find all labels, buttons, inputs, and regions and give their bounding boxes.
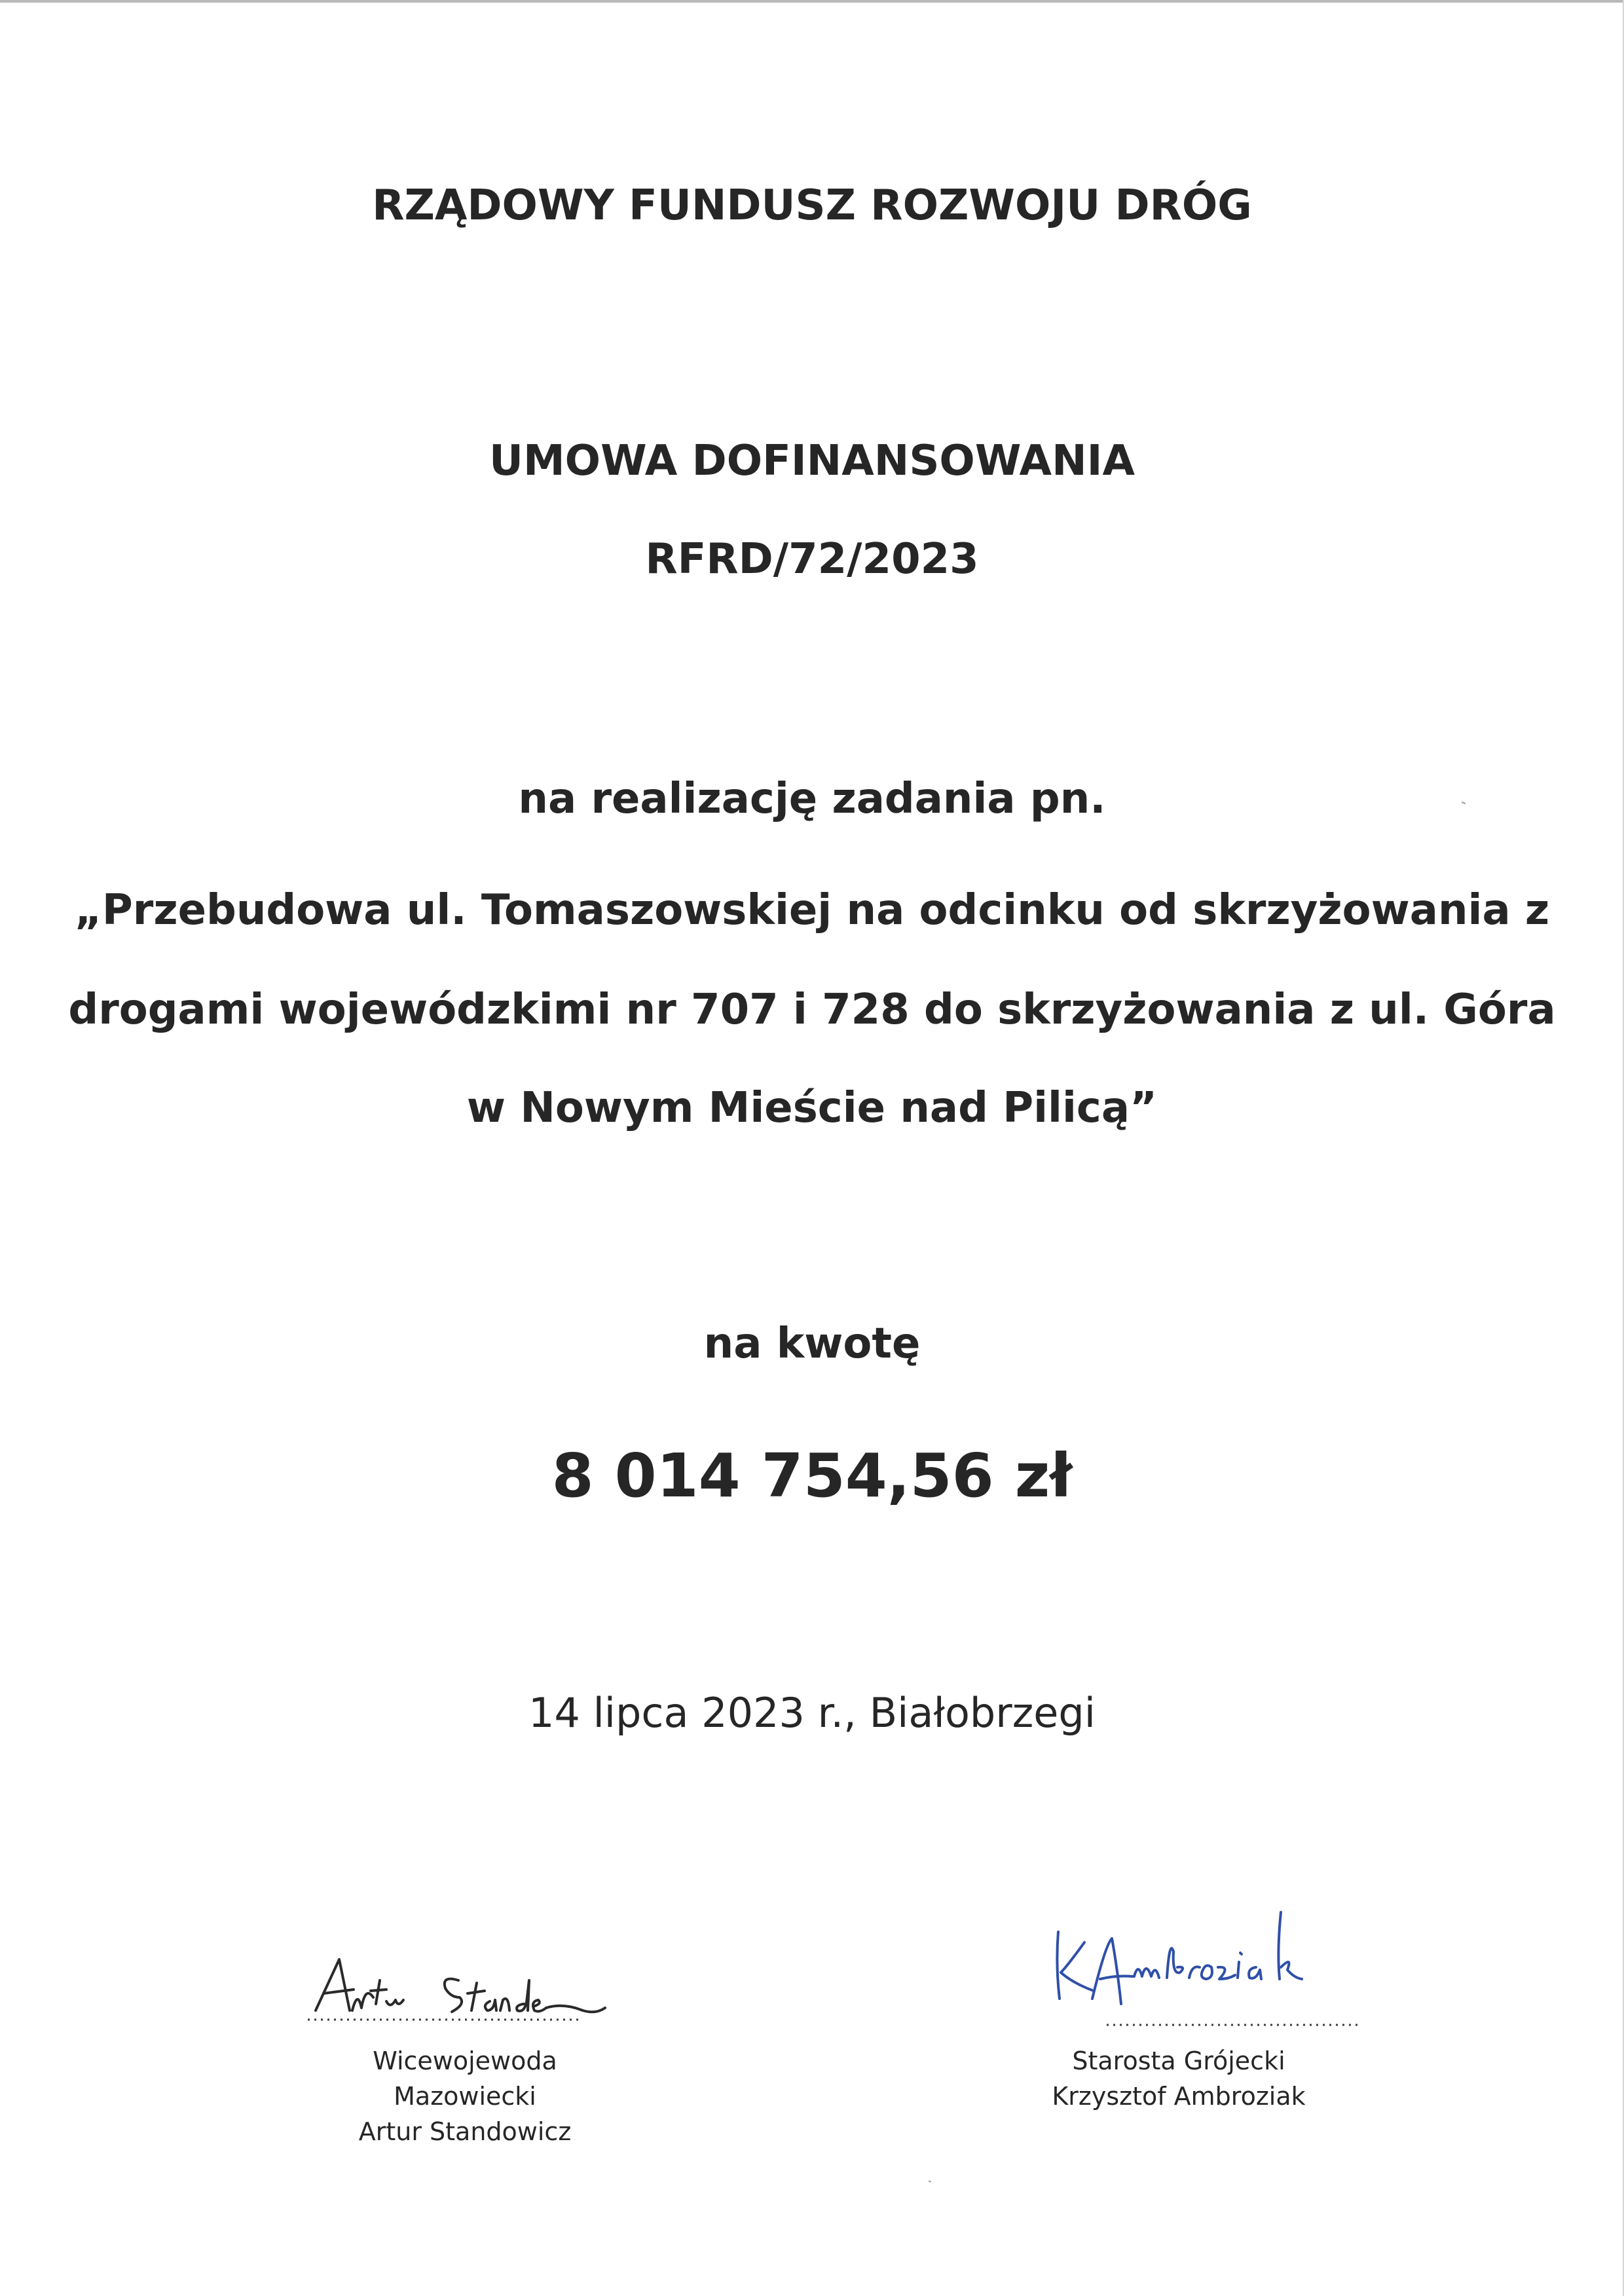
signatory-right-title: Starosta Grójecki [1072, 2046, 1285, 2075]
contract-title: UMOWA DOFINANSOWANIA [489, 437, 1135, 485]
task-name-line: w Nowym Mieście nad Pilicą” [466, 1084, 1158, 1132]
signatory-left-title-line: Mazowiecki [394, 2082, 536, 2111]
signatory-right-name: Krzysztof Ambroziak [1052, 2082, 1306, 2111]
scan-top-edge [0, 0, 1624, 3]
amount-intro: na kwotę [703, 1320, 921, 1368]
scan-speck [929, 2180, 931, 2182]
task-name-line: drogami wojewódzkimi nr 707 i 728 do skrzyżowania z ul. Góra [68, 986, 1556, 1034]
signatory-left-name: Artur Standowicz [358, 2117, 572, 2146]
signature-block-right [917, 1827, 1441, 2114]
fund-name: RZĄDOWY FUNDUSZ ROZWOJU DRÓG [372, 181, 1252, 230]
task-intro: na realizację zadania pn. [518, 775, 1106, 823]
contract-number: RFRD/72/2023 [645, 535, 979, 583]
handwritten-signature-right [995, 1827, 1362, 2043]
signatory-left-title-line: Wicewojewoda [373, 2046, 557, 2075]
handwritten-signature-left [282, 1912, 648, 2043]
amount-value: 8 014 754,56 zł [551, 1441, 1073, 1511]
signature-block-left [203, 1912, 727, 2149]
task-name-line: „Przebudowa ul. Tomaszowskiej na odcinku od skrzyżowania z [74, 886, 1550, 935]
date-place: 14 lipca 2023 r., Białobrzegi [528, 1689, 1096, 1737]
